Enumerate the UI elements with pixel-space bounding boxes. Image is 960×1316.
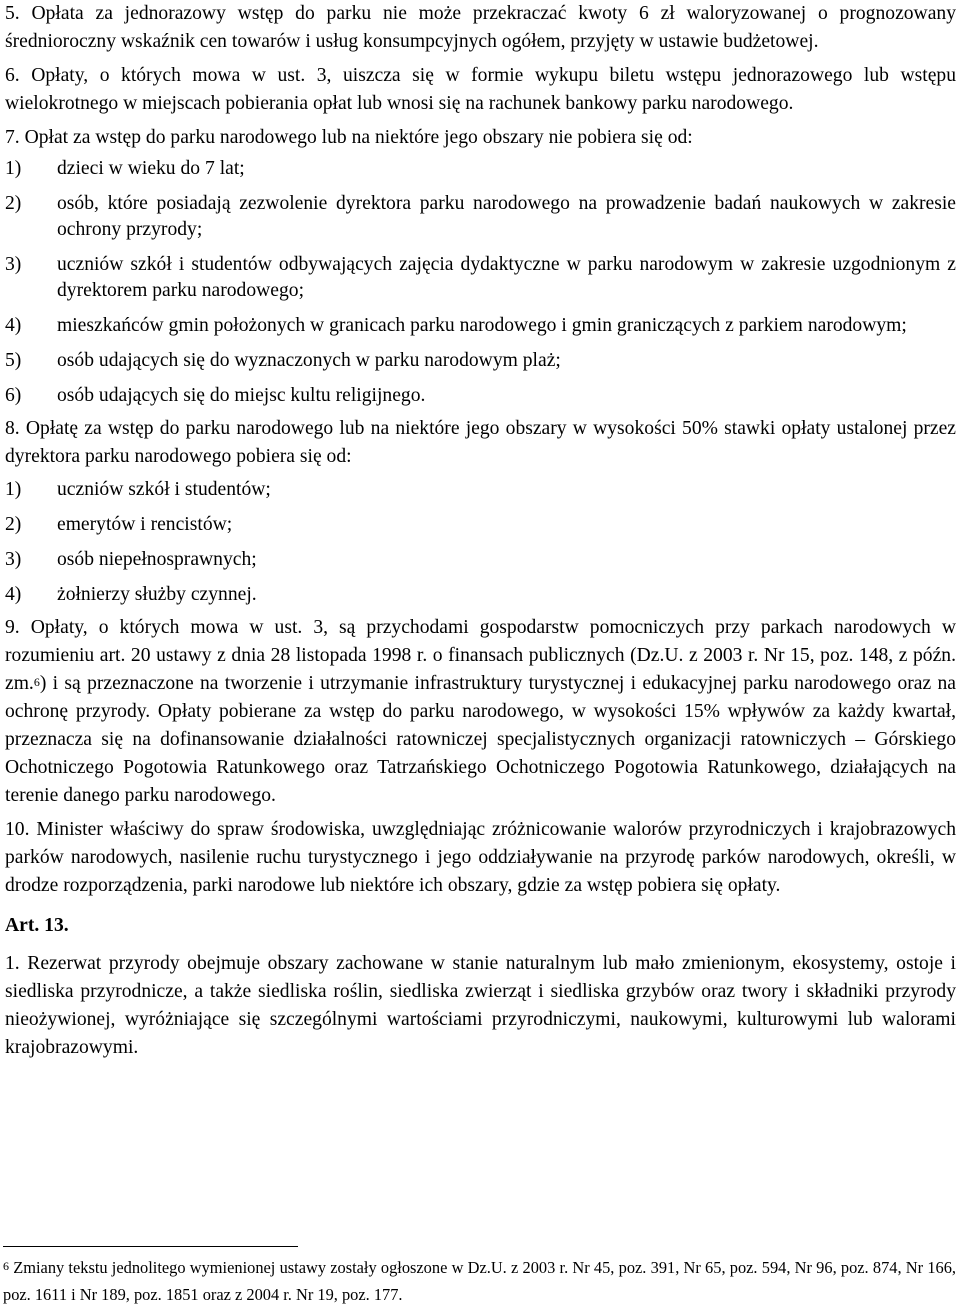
paragraph-7: 7. Opłat za wstęp do parku narodowego lub na niektóre jego obszary nie pobiera się od: — [5, 127, 693, 148]
list-item-number: 3) — [5, 549, 22, 570]
paragraph-10: 10. Minister właściwy do spraw środowiska, uwzględniając zróżnicowanie walorów przyrodniczych i krajobrazowych parków narodowych, nasilenie ruchu turystycznego i jego oddziaływanie na przyrodę parków narodowych, określi, w drodze rozporządzenia, parki narodowe lub niektóre ich obszary, gdzie za wstęp pobiera się opłaty. — [5, 819, 956, 896]
paragraph-9-part-b: ) i są przeznaczone na tworzenie i utrzymanie infrastruktury turystycznej i edukacyjnej parku narodowego oraz na ochronę przyrody. Opłaty pobierane za wstęp do parku narodowego, w wysokości 15% wpływów za każdy kwartał, przeznacza się na dofinansowanie działalności ratowniczej specjalistycznych organizacji ratowniczych – Górskiego Ochotniczego Pogotowia Ratunkowego oraz Tatrzańskiego Ochotniczego Pogotowia Ratunkowego, działających na terenie danego parku narodowego. — [5, 673, 956, 806]
list-item-number: 1) — [5, 479, 22, 500]
list-item-text: uczniów szkół i studentów; — [57, 479, 271, 500]
list-item — [5, 477, 956, 503]
list-item — [5, 191, 956, 243]
document-page — [5, 0, 956, 1062]
list-item-text: mieszkańców gmin położonych w granicach parku narodowego i gmin graniczących z parkiem narodowym; — [57, 315, 907, 336]
list-item-number: 5) — [5, 350, 22, 371]
list-item-number: 2) — [5, 193, 22, 214]
list-item-number: 6) — [5, 385, 22, 406]
paragraph-8: 8. Opłatę za wstęp do parku narodowego lub na niektóre jego obszary w wysokości 50% stawki opłaty ustalonej przez dyrektora parku narodowego pobiera się od: — [5, 418, 956, 467]
paragraph-6: 6. Opłaty, o których mowa w ust. 3, uiszcza się w formie wykupu biletu wstępu jednorazowego lub wstępu wielokrotnego w miejscach pobierania opłat lub wnosi się na rachunek bankowy parku narodowego. — [5, 65, 956, 114]
list-item — [5, 582, 956, 608]
list-item — [5, 547, 956, 573]
list-item-text: dzieci w wieku do 7 lat; — [57, 158, 245, 179]
paragraph-9 — [5, 614, 956, 810]
paragraph-5: 5. Opłata za jednorazowy wstęp do parku nie może przekraczać kwoty 6 zł waloryzowanej o prognozowany średnioroczny wskaźnik cen towarów i usług konsumpcyjnych ogółem, przyjęty w ustawie budżetowej. — [5, 3, 956, 52]
list-item-text: uczniów szkół i studentów odbywających zajęcia dydaktyczne w parku narodowym w zakresie uzgodnionym z dyrektorem parku narodowego; — [57, 254, 956, 301]
list-7 — [5, 156, 956, 409]
list-item-number: 4) — [5, 584, 22, 605]
footnote-number: 6 — [3, 1259, 9, 1273]
list-8 — [5, 477, 956, 608]
list-item — [5, 348, 956, 374]
list-item-number: 3) — [5, 254, 22, 275]
list-item-number: 2) — [5, 514, 22, 535]
list-item-text: osób, które posiadają zezwolenie dyrektora parku narodowego na prowadzenie badań naukowych w zakresie ochrony przyrody; — [57, 193, 956, 240]
footnote — [3, 1254, 956, 1308]
list-item-number: 1) — [5, 158, 22, 179]
list-item-text: osób udających się do miejsc kultu religijnego. — [57, 385, 426, 406]
list-item — [5, 252, 956, 304]
list-item-text: osób udających się do wyznaczonych w parku narodowym plaż; — [57, 350, 561, 371]
list-item-number: 4) — [5, 315, 22, 336]
footnote-text: Zmiany tekstu jednolitego wymienionej ustawy zostały ogłoszone w Dz.U. z 2003 r. Nr 45, poz. 391, Nr 65, poz. 594, Nr 96, poz. 874, Nr 166, poz. 1611 i Nr 189, poz. 1851 oraz z 2004 r. Nr 19, poz. 177. — [3, 1258, 956, 1304]
list-item-text: osób niepełnosprawnych; — [57, 549, 257, 570]
list-item — [5, 512, 956, 538]
footnote-reference: 6 — [33, 675, 40, 689]
paragraph-13-1: 1. Rezerwat przyrody obejmuje obszary zachowane w stanie naturalnym lub mało zmienionym, ekosystemy, ostoje i siedliska przyrodnicze, a także siedliska roślin, siedliska zwierząt i siedliska grzybów oraz twory i składniki przyrody nieożywionej, wyróżniające się szczególnymi wartościami przyrodniczymi, naukowymi, kulturowymi lub walorami krajobrazowymi. — [5, 953, 956, 1058]
list-item — [5, 383, 956, 409]
article-13-heading: Art. 13. — [5, 915, 69, 936]
list-item — [5, 313, 956, 339]
list-item — [5, 156, 956, 182]
paragraph-9-part-a: 9. Opłaty, o których mowa w ust. 3, są przychodami gospodarstw pomocniczych przy parkach narodowych w rozumieniu art. 20 ustawy z dnia 28 listopada 1998 r. o finansach publicznych (Dz.U. z 2003 r. Nr 15, poz. 148, z późn. zm. — [5, 617, 956, 694]
footnote-separator — [3, 1246, 298, 1247]
list-item-text: emerytów i rencistów; — [57, 514, 233, 535]
list-item-text: żołnierzy służby czynnej. — [57, 584, 257, 605]
